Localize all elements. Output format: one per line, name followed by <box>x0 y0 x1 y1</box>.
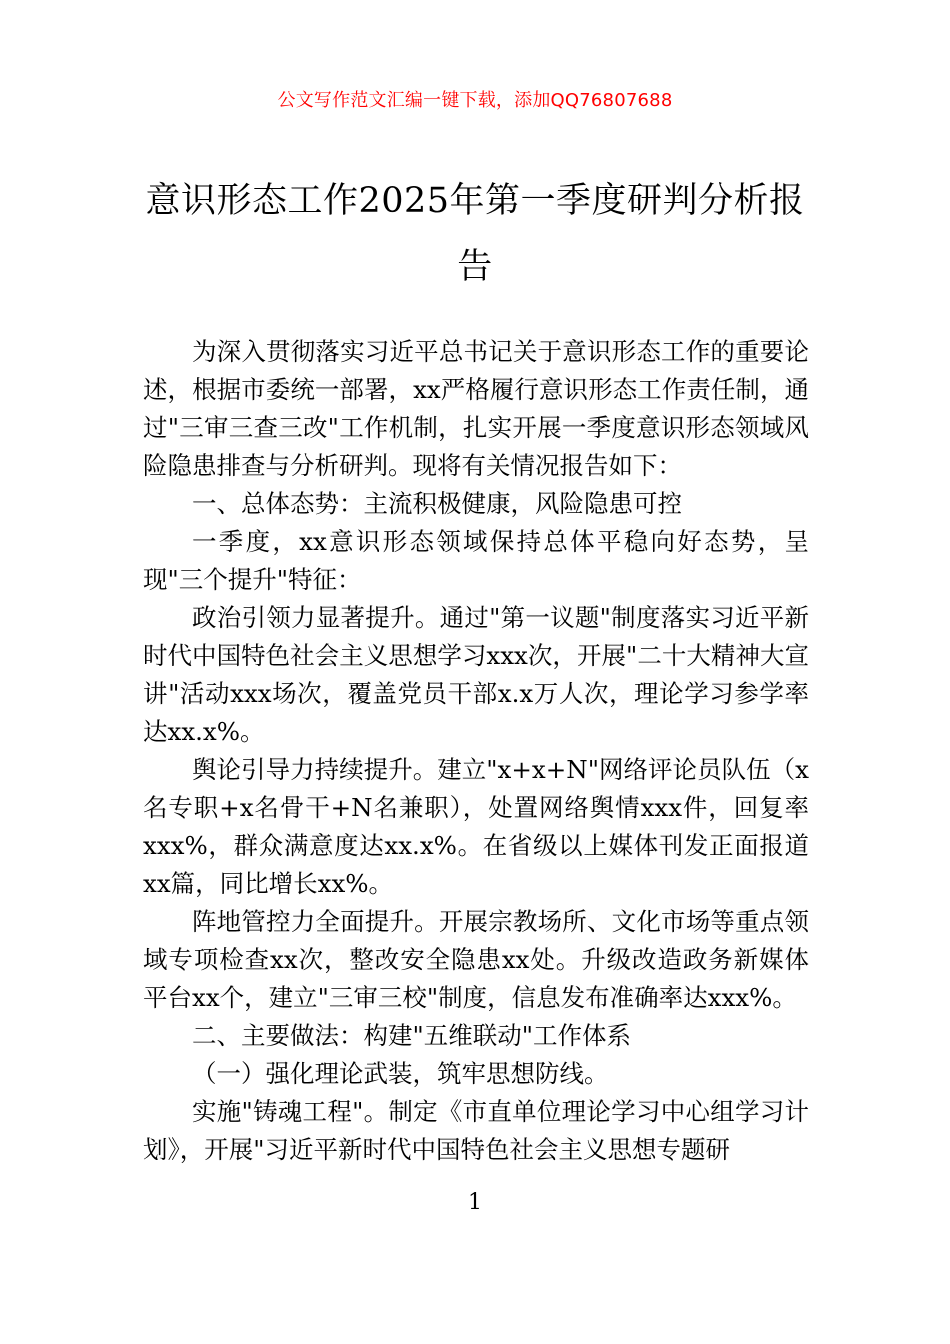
document-title: 意识形态工作2025年第一季度研判分析报告 <box>145 181 805 287</box>
subsection-heading-1: （一）强化理论武装，筑牢思想防线。 <box>192 1059 609 1088</box>
paragraph-public-opinion: 舆论引导力持续提升。建立"x+x+N"网络评论员队伍（x名专职+x名骨干+N名兼职），处置网络舆情xxx件，回复率xxx%，群众满意度达xx.x%。在省级以上媒体刊发正面报道xx篇，同比增长xx%。 <box>143 755 809 898</box>
paragraph-political-guidance: 政治引领力显著提升。通过"第一议题"制度落实习近平新时代中国特色社会主义思想学习xxx次，开展"二十大精神大宣讲"活动xxx场次，覆盖党员干部x.x万人次，理论学习参学率达xx.x%。 <box>143 603 809 746</box>
paragraph-soul-project: 实施"铸魂工程"。制定《市直单位理论学习中心组学习计划》，开展"习近平新时代中国特色社会主义思想专题研 <box>143 1097 809 1164</box>
promo-banner: 公文写作范文汇编一键下载，添加QQ76807688 <box>277 90 673 111</box>
paragraph-position-control: 阵地管控力全面提升。开展宗教场所、文化市场等重点领域专项检查xx次，整改安全隐患xx处。升级改造政务新媒体平台xx个，建立"三审三校"制度，信息发布准确率达xxx%。 <box>143 907 809 1012</box>
section-heading-1: 一、总体态势：主流积极健康，风险隐患可控 <box>192 489 682 518</box>
paragraph-intro: 为深入贯彻落实习近平总书记关于意识形态工作的重要论述，根据市委统一部署，xx严格履行意识形态工作责任制，通过"三审三查三改"工作机制，扎实开展一季度意识形态领域风险隐患排查与分析研判。现将有关情况报告如下： <box>143 337 809 480</box>
section-heading-2: 二、主要做法：构建"五维联动"工作体系 <box>192 1021 632 1050</box>
page-number: 1 <box>468 1190 482 1215</box>
document-body <box>143 333 809 1169</box>
paragraph-overview: 一季度，xx意识形态领域保持总体平稳向好态势，呈现"三个提升"特征： <box>143 527 809 594</box>
